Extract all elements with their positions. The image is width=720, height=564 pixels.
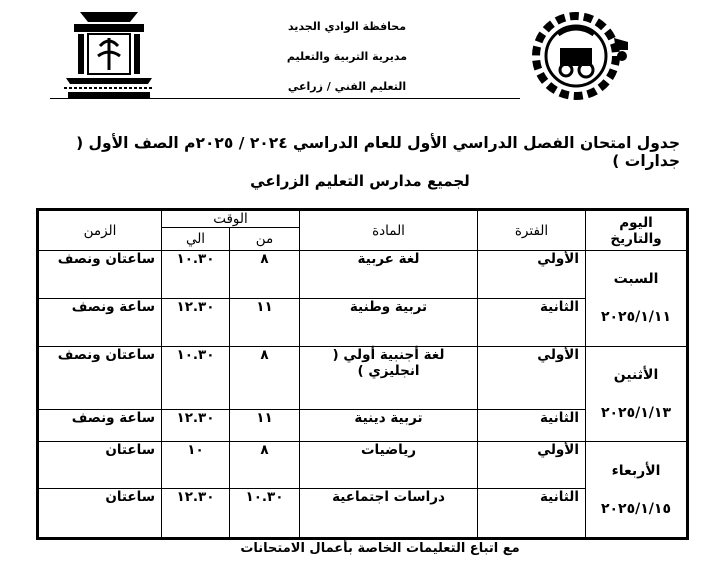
subject-cell: تربية وطنية xyxy=(300,298,478,346)
to-cell: ١٢.٣٠ xyxy=(162,409,230,442)
to-cell: ١٠.٣٠ xyxy=(162,346,230,409)
duration-cell: ساعتان xyxy=(38,489,162,539)
table-row xyxy=(38,442,688,489)
period-cell: الأولي xyxy=(478,442,586,489)
subject-cell: لغة أجنبية أولي ( انجليزي ) xyxy=(300,346,478,409)
day-cell xyxy=(586,442,688,539)
education-sector: التعليم الفني / زراعي xyxy=(287,80,407,93)
schedule-subtitle: لجميع مدارس التعليم الزراعي xyxy=(250,172,470,190)
duration-cell: ساعتان ونصف xyxy=(38,251,162,299)
to-cell: ١٠.٣٠ xyxy=(162,251,230,299)
subject-cell: لغة عربية xyxy=(300,251,478,299)
from-cell: ٨ xyxy=(230,442,300,489)
from-cell: ١٠.٣٠ xyxy=(230,489,300,539)
period-cell: الثانية xyxy=(478,298,586,346)
governorate-name: محافظة الوادي الجديد xyxy=(287,20,407,33)
header-subject: المادة xyxy=(300,210,478,251)
day-cell xyxy=(586,251,688,347)
exam-date: ٢٠٢٥/١/١١ xyxy=(600,309,672,326)
to-cell: ١٢.٣٠ xyxy=(162,298,230,346)
header-duration: الزمن xyxy=(38,210,162,251)
header-rule xyxy=(50,98,520,99)
from-cell: ٨ xyxy=(230,251,300,299)
from-cell: ١١ xyxy=(230,298,300,346)
duration-cell: ساعتان ونصف xyxy=(38,346,162,409)
footer-note: مع اتباع التعليمات الخاصة بأعمال الامتحانات xyxy=(240,541,520,556)
day-name: السبت xyxy=(613,271,659,288)
header-from: من xyxy=(230,228,300,251)
header-to: الي xyxy=(162,228,230,251)
exam-date: ٢٠٢٥/١/١٥ xyxy=(600,500,672,517)
from-cell: ١١ xyxy=(230,409,300,442)
subject-cell: تربية دينية xyxy=(300,409,478,442)
subject-cell: رياضيات xyxy=(300,442,478,489)
table-row xyxy=(38,251,688,299)
period-cell: الأولي xyxy=(478,346,586,409)
table-row xyxy=(38,346,688,409)
header-text xyxy=(272,12,422,102)
header-time: الوقت xyxy=(162,210,300,228)
day-name: الأربعاء xyxy=(611,462,661,479)
technical-education-logo xyxy=(518,8,636,104)
duration-cell: ساعة ونصف xyxy=(38,409,162,442)
from-cell: ٨ xyxy=(230,346,300,409)
day-name: الأثنين xyxy=(613,366,659,383)
schedule-title: جدول امتحان الفصل الدراسي الأول للعام الدراسي ٢٠٢٤ / ٢٠٢٥م الصف الأول ( جدارات ) xyxy=(76,134,680,170)
period-cell: الأولي xyxy=(478,251,586,299)
duration-cell: ساعة ونصف xyxy=(38,298,162,346)
day-cell xyxy=(586,346,688,442)
exam-schedule-table xyxy=(36,208,689,540)
governorate-logo xyxy=(60,8,158,100)
exam-date: ٢٠٢٥/١/١٣ xyxy=(600,404,672,421)
header-day-date: اليوم والتاريخ xyxy=(586,210,688,251)
subject-cell: دراسات اجتماعية xyxy=(300,489,478,539)
to-cell: ١٢.٣٠ xyxy=(162,489,230,539)
to-cell: ١٠ xyxy=(162,442,230,489)
directorate-name: مديرية التربية والتعليم xyxy=(286,50,408,63)
period-cell: الثانية xyxy=(478,409,586,442)
header-period: الفترة xyxy=(478,210,586,251)
period-cell: الثانية xyxy=(478,489,586,539)
duration-cell: ساعتان xyxy=(38,442,162,489)
